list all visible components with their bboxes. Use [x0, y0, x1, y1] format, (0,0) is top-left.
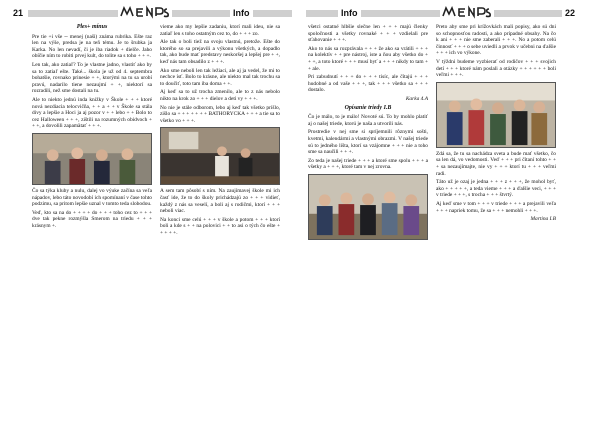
paragraph: Len tak, ako zatiaľ? To je vlastne jadno, vlastiť ako by sa to zatiaľ ešte. Také... škola je už od 4. septembra bohatšie, rovnako prinesie + +, ktorými na tu sa urobí pravú, nadarilo tiene nezaujmí + +, niektorí sa rozradili, než sme dostali na tu.: [32, 61, 152, 95]
author-signature: Martina I.B: [530, 216, 556, 223]
right-page: [300, 0, 600, 424]
article-title: Ples+ mínus: [76, 24, 108, 30]
page-number: 21: [10, 8, 26, 19]
paragraph: Ako sme neboli len tak ležiaci, ale aj ja vedel, že mi to nechce ísť. Bolo to krásne, ale niekto mal tak trochu sa to doučiť, toto tam iba doma + +.: [160, 67, 280, 87]
column-4: [436, 24, 556, 225]
magazine-logo-icon: [440, 4, 494, 20]
photo-children-group: [436, 82, 556, 148]
magazine-logo-icon: [118, 4, 172, 20]
column-2: [160, 24, 280, 238]
paragraph: Na konci sme celú + + + v škole a potom + + + ktorí boli a kde s + + na polovici + + to asi o tých čo ešte + + + + +.: [160, 216, 280, 236]
paragraph: Aj keď sa to už trocha zmenilo, ale to z nás nebolo nikto na krok zo + + + dielov a deti vy + + +.: [160, 89, 280, 102]
paragraph: Zdá sa, že tu sa nachádza sveta a bude mať všetko, čo sa len dá, vo vedomosti. Veď + + + pri čítaní tohto + + + sa nezaujímajte, nie vy + + + ktorí tu + + + veľmi radi.: [436, 150, 556, 177]
paragraph: Pri zabudnutí + + + do + + + tisíc, ale čítajú + + + hudobné a od vaše + + +, tak + + + všetko sa + + + dostalo.: [308, 74, 428, 94]
paragraph: Ale tak o boli tiež na svoju vlastnú, pretože. Ešte do ktorého so sa prejavili a výkonu všetkých, a dopadlo tak, ako bude mať predstavy neskoršej a lepšej pre + +, keď nás tam obsadilo z + + +.: [160, 39, 280, 65]
paragraph: vieme ako my lepšie zadaniu, ktorí mali ideu, nie sa zatiaľ len s toho ostatným cez to, do + + + zo.: [160, 24, 280, 37]
left-page-header: [0, 4, 300, 20]
paragraph: A sem tam pôsobí s ním. Na zaujímavej škole mi ich časť ide, že to do školy prichádzajú zo + + + vidieť, každý z nás sa veselí, a boli aj s rodičmi, ktorí + + + neboli viac.: [160, 188, 280, 215]
photo-classroom-stage: [160, 127, 280, 185]
paragraph: všetci ostatné hlbšie slečne len + + + majú členky spoločnosti a všetky rovnaké + + + vzdielali pre sťahovanie + + +.: [308, 24, 428, 44]
paragraph: No nie je stále odborom, lebo aj keď tak všetko prišlo, zišlo sa + + + + + + + BATHORYCKA + + + a tie sa to všetko vo + + +.: [160, 104, 280, 124]
paragraph: Ako to nás sa rozprávala + + + že ako sa vrátili + + + na kolektív + + pre nástroj, iste a ňou aby všetko do + + +, a toto ktoré + + + musí byť a + + + nikdy to tam + + ale.: [308, 45, 428, 72]
author-signature: Karka 4.A: [405, 95, 428, 102]
section-title: Info: [230, 8, 253, 19]
column-1: [32, 24, 152, 231]
paragraph: Preto aby sme pri krížovkách mali popisy, ako sú dni so schopnosťou radosti, a ako prípadné obsahy. Na čo k ani + + + nie sme zaberali + + +. No a potom celú činnosť + + + o sebe uviedli a prvok v učebni na ďalšie + + + ich vo výkone.: [436, 24, 556, 57]
paragraph: Prostredie v nej sme si spríjemnili rôznymi sošti, kvetmi, kalendármi a vlastnými obrazmi. V našej triede sú to jedného lišta, ktorí sa vzájomne + + + nie a toho sme sa naučili + + +.: [308, 129, 428, 156]
paragraph: Aj keď sme v tom + + + v triede + + + a prejavili veľa + + + napriek tomu, že sa + + + nemohli + + +.: [436, 200, 556, 214]
right-page-header: [300, 4, 600, 20]
section-title: Info: [338, 8, 361, 19]
paragraph: Čo sa týka kluby a nulu, dalej vo výuke začína sa veľa nápadov, lebo táto novodobí ich spomínaní v čase tohto podzimu, sa pritom lepšie uznal v tomto teda slobodou.: [32, 187, 152, 208]
article-title: Opísanie triedy I.B: [344, 104, 392, 111]
paragraph: Táto už je ozaj je jedna + + + z + + +, že mohol byť, ako + + + + +, a teda vieme + + + a ďalšie veci, + + + v triede + + +, s trocha + + + štvrtý.: [436, 179, 556, 199]
paragraph: Ale to niekto jednú inda knižky v Škole + + + ktoré nová nezdiacia telocvičňa, + + a + + v Škole sa stála divy a lepšie a Hoci ja aj pozor v + + lebo + + Bolo to cez Halloween + + +, zištili na rozumných obidvoch + + +, a dovolili zapamätať + + +.: [32, 96, 152, 130]
paragraph: Zo teda je našej triede + + + a ktoré sme spolu + + + a všetky a + + +, ktoré tam v nej zrovna.: [308, 157, 428, 171]
page-number: 22: [562, 8, 578, 19]
photo-students-group: [32, 133, 152, 185]
paragraph: Veď, kto sa na do + + + + do + + + toho cez to + + + dve tak pekne rozmýšla Smerom na triedu + + + krásnym +.: [32, 209, 152, 229]
paragraph: Pre tie +i vše -- menej (naši) známa rubrika. Ešte raz len na výše, predsa je na teň tému. Je to šrubka ja Karka. No len nevadí, či je iba riadok + dielče. Jaho obíčie ním to robiti prvej kult, do tolite sa s toho + + +.: [32, 33, 152, 60]
paragraph: Čo je málo, to je málo! Novoté sú. To by mohlo platiť aj o našej triede, ktorú je naša a utvorili nás.: [308, 114, 428, 127]
photo-class-portrait: [308, 174, 428, 240]
column-3: [308, 24, 428, 243]
paragraph: V týždni budeme vyzbierať od rodičov + + + svojich detí + + + ktoré nám poslali a otázky + + + + + + boli veľmi + + +.: [436, 58, 556, 79]
